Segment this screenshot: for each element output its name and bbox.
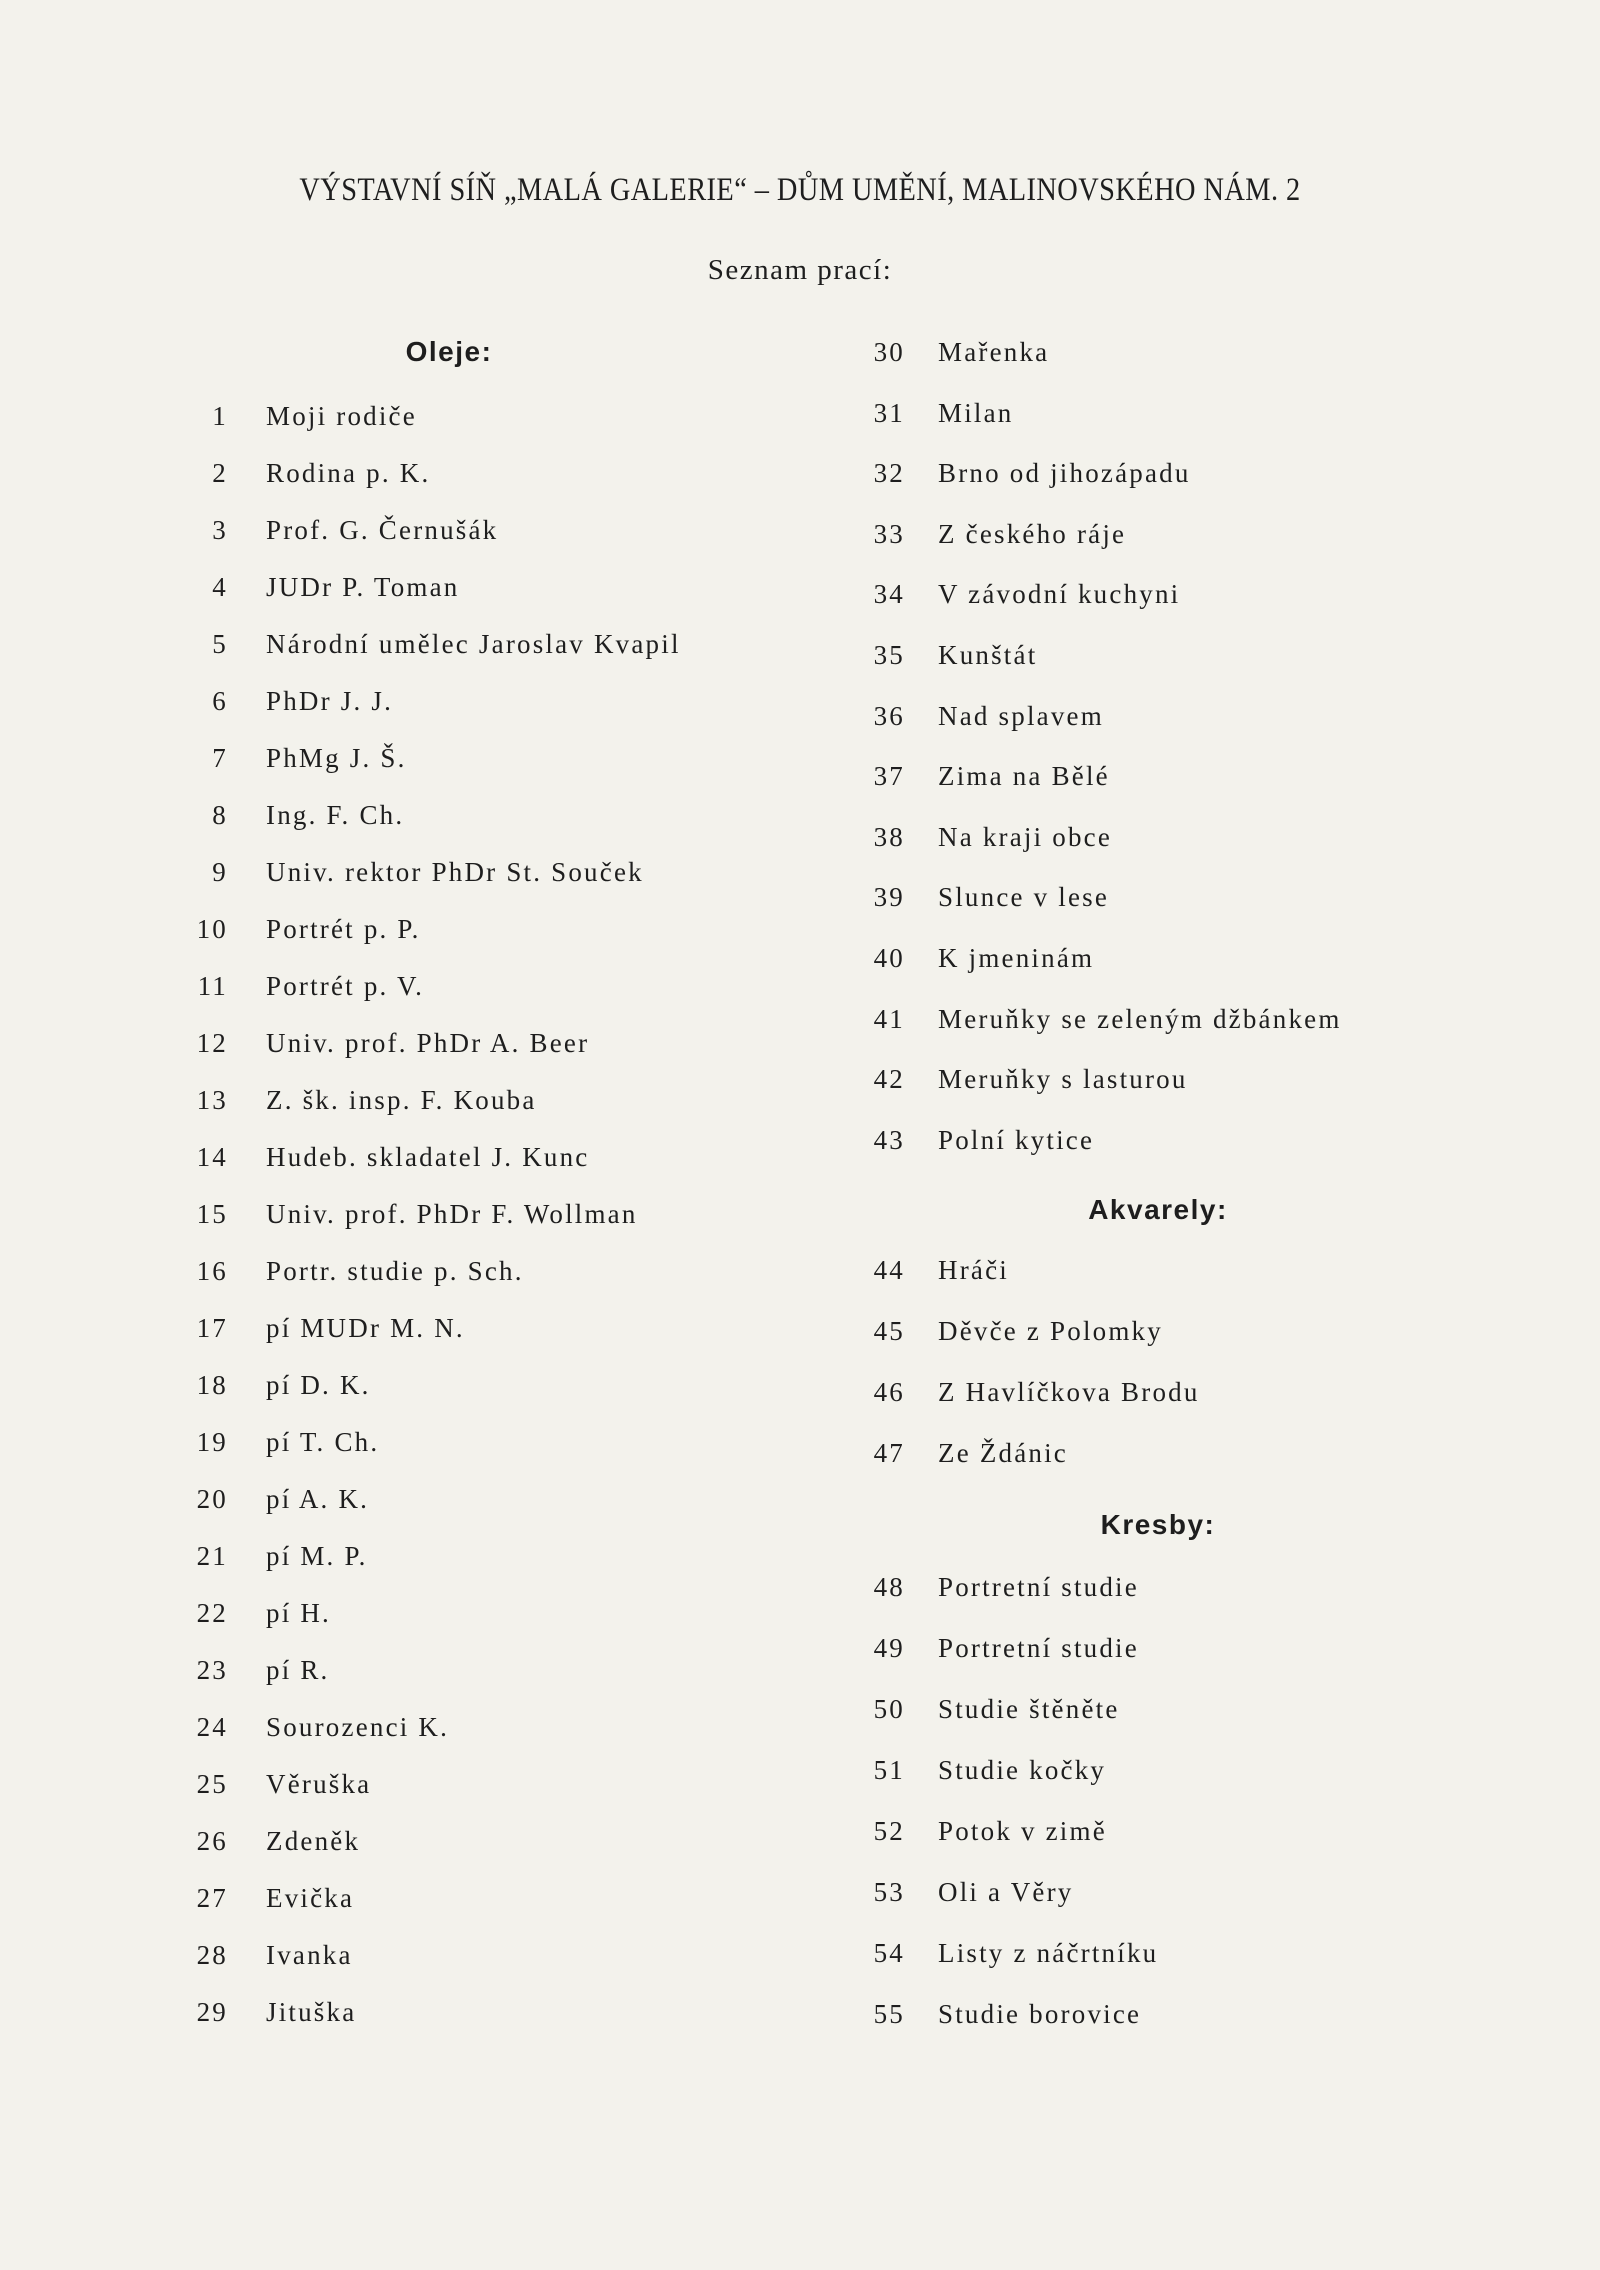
item-number: 15 xyxy=(196,1199,228,1229)
list-item xyxy=(180,1129,681,1186)
item-number: 1 xyxy=(212,401,228,431)
list-item xyxy=(850,564,1342,625)
item-title: Sourozenci K. xyxy=(266,1712,450,1742)
item-title: Potok v zimě xyxy=(938,1816,1107,1846)
list-subtitle: Seznam prací: xyxy=(707,254,893,286)
item-number: 2 xyxy=(212,458,228,488)
item-number: 33 xyxy=(873,518,905,549)
item-number: 21 xyxy=(196,1541,228,1571)
item-number: 20 xyxy=(196,1484,228,1514)
list-item xyxy=(850,1423,1200,1484)
list-item xyxy=(180,1072,681,1129)
item-number: 13 xyxy=(196,1085,228,1115)
list-item xyxy=(850,1362,1200,1423)
item-title: pí D. K. xyxy=(266,1370,371,1400)
list-item xyxy=(850,989,1342,1050)
item-number: 53 xyxy=(873,1877,905,1907)
list-item xyxy=(180,1984,681,2041)
item-number: 38 xyxy=(873,821,905,852)
item-title: Portretní studie xyxy=(938,1633,1139,1663)
list-item xyxy=(850,504,1342,565)
list-item xyxy=(850,1240,1200,1301)
item-title: Mařenka xyxy=(938,337,1050,367)
item-number: 30 xyxy=(873,337,905,367)
item-title: Listy z náčrtníku xyxy=(938,1938,1159,1968)
item-title: Polní kytice xyxy=(938,1124,1095,1155)
akvarely-list xyxy=(850,1240,1200,1484)
list-item xyxy=(180,1243,681,1300)
item-number: 9 xyxy=(212,857,228,887)
item-number: 32 xyxy=(873,458,905,489)
list-item xyxy=(850,1679,1158,1740)
item-title: Slunce v lese xyxy=(938,882,1110,913)
item-title: Univ. prof. PhDr A. Beer xyxy=(266,1028,590,1058)
item-number: 44 xyxy=(873,1255,905,1285)
item-number: 7 xyxy=(212,743,228,773)
item-number: 6 xyxy=(212,686,228,716)
list-item xyxy=(180,1186,681,1243)
item-title: Portretní studie xyxy=(938,1572,1139,1602)
list-item xyxy=(180,445,681,502)
item-title: Studie kočky xyxy=(938,1755,1107,1785)
list-item xyxy=(180,1528,681,1585)
item-title: Ivanka xyxy=(266,1940,353,1970)
item-title: Děvče z Polomky xyxy=(938,1316,1163,1346)
item-title: Ing. F. Ch. xyxy=(266,800,405,830)
item-number: 42 xyxy=(873,1064,905,1095)
item-title: Rodina p. K. xyxy=(266,458,431,488)
item-number: 35 xyxy=(873,639,905,670)
item-number: 31 xyxy=(873,397,905,428)
item-number: 28 xyxy=(196,1940,228,1970)
list-item xyxy=(180,559,681,616)
list-item xyxy=(180,1642,681,1699)
item-number: 23 xyxy=(196,1655,228,1685)
item-number: 45 xyxy=(873,1316,905,1346)
list-item xyxy=(180,1756,681,1813)
item-number: 22 xyxy=(196,1598,228,1628)
oleje-list-left xyxy=(180,388,681,2041)
list-item xyxy=(850,807,1342,868)
item-number: 14 xyxy=(196,1142,228,1172)
item-title: Z Havlíčkova Brodu xyxy=(938,1377,1200,1407)
item-number: 12 xyxy=(196,1028,228,1058)
item-number: 48 xyxy=(873,1572,905,1602)
item-number: 19 xyxy=(196,1427,228,1457)
list-item xyxy=(180,1357,681,1414)
list-item xyxy=(850,1557,1158,1618)
list-item xyxy=(850,443,1342,504)
kresby-list xyxy=(850,1557,1158,2045)
list-item xyxy=(180,1813,681,1870)
item-title: pí A. K. xyxy=(266,1484,370,1514)
item-number: 3 xyxy=(212,515,228,545)
list-item xyxy=(850,1984,1158,2045)
item-title: V závodní kuchyni xyxy=(938,579,1181,610)
list-item xyxy=(850,383,1342,444)
item-title: Zima na Bělé xyxy=(938,761,1110,792)
item-number: 40 xyxy=(873,942,905,973)
item-title: Kunštát xyxy=(938,639,1038,670)
item-title: pí T. Ch. xyxy=(266,1427,380,1457)
section-heading-oleje: Oleje: xyxy=(405,336,493,367)
item-title: Studie borovice xyxy=(938,1999,1142,2029)
item-number: 24 xyxy=(196,1712,228,1742)
section-heading-akvarely: Akvarely: xyxy=(1088,1194,1228,1225)
item-title: PhDr J. J. xyxy=(266,686,394,716)
item-title: Jituška xyxy=(266,1997,357,2027)
oleje-list-right xyxy=(850,322,1342,1170)
item-title: Nad splavem xyxy=(938,700,1104,731)
item-title: Ze Ždánic xyxy=(938,1438,1068,1468)
item-title: Univ. rektor PhDr St. Souček xyxy=(266,857,644,887)
item-title: Na kraji obce xyxy=(938,821,1113,852)
list-item xyxy=(850,867,1342,928)
item-number: 8 xyxy=(212,800,228,830)
item-title: Portrét p. V. xyxy=(266,971,425,1001)
item-title: Moji rodiče xyxy=(266,401,417,431)
item-title: Evička xyxy=(266,1883,355,1913)
list-item xyxy=(850,1049,1342,1110)
item-number: 47 xyxy=(873,1438,905,1468)
list-item xyxy=(850,625,1342,686)
item-title: Hráči xyxy=(938,1255,1009,1285)
item-title: Národní umělec Jaroslav Kvapil xyxy=(266,629,681,659)
item-title: Hudeb. skladatel J. Kunc xyxy=(266,1142,590,1172)
item-number: 49 xyxy=(873,1633,905,1663)
list-item xyxy=(180,1471,681,1528)
item-title: JUDr P. Toman xyxy=(266,572,460,602)
list-item xyxy=(180,1927,681,1984)
item-title: Oli a Věry xyxy=(938,1877,1074,1907)
item-title: Prof. G. Černušák xyxy=(266,515,499,545)
item-title: Meruňky s lasturou xyxy=(938,1064,1188,1095)
list-item xyxy=(850,1801,1158,1862)
item-title: PhMg J. Š. xyxy=(266,743,407,773)
list-item xyxy=(850,1740,1158,1801)
item-title: Portrét p. P. xyxy=(266,914,421,944)
list-item xyxy=(850,686,1342,747)
item-title: pí M. P. xyxy=(266,1541,368,1571)
item-title: Meruňky se zeleným džbánkem xyxy=(938,1003,1342,1034)
list-item xyxy=(850,1618,1158,1679)
item-number: 55 xyxy=(873,1999,905,2029)
item-number: 54 xyxy=(873,1938,905,1968)
list-item xyxy=(850,322,1342,383)
list-item xyxy=(180,787,681,844)
item-number: 43 xyxy=(873,1124,905,1155)
item-number: 4 xyxy=(212,572,228,602)
list-item xyxy=(180,1699,681,1756)
item-number: 52 xyxy=(873,1816,905,1846)
item-title: Zdeněk xyxy=(266,1826,361,1856)
list-item xyxy=(180,1585,681,1642)
item-number: 5 xyxy=(212,629,228,659)
item-number: 18 xyxy=(196,1370,228,1400)
list-item xyxy=(180,1414,681,1471)
item-title: Z. šk. insp. F. Kouba xyxy=(266,1085,537,1115)
list-item xyxy=(180,502,681,559)
item-title: K jmeninám xyxy=(938,942,1095,973)
item-title: pí MUDr M. N. xyxy=(266,1313,465,1343)
item-number: 27 xyxy=(196,1883,228,1913)
item-number: 37 xyxy=(873,761,905,792)
list-item xyxy=(180,673,681,730)
item-number: 36 xyxy=(873,700,905,731)
item-title: Milan xyxy=(938,397,1014,428)
item-number: 41 xyxy=(873,1003,905,1034)
list-item xyxy=(850,928,1342,989)
list-item xyxy=(180,1300,681,1357)
list-item xyxy=(850,1923,1158,1984)
list-item xyxy=(180,730,681,787)
item-title: Brno od jihozápadu xyxy=(938,458,1191,489)
item-number: 46 xyxy=(873,1377,905,1407)
item-title: Studie štěněte xyxy=(938,1694,1120,1724)
list-item xyxy=(850,1862,1158,1923)
item-number: 11 xyxy=(197,971,228,1001)
item-number: 39 xyxy=(873,882,905,913)
section-heading-kresby: Kresby: xyxy=(1100,1509,1216,1540)
item-number: 16 xyxy=(196,1256,228,1286)
list-item xyxy=(180,844,681,901)
item-title: Univ. prof. PhDr F. Wollman xyxy=(266,1199,638,1229)
list-item xyxy=(850,1301,1200,1362)
item-number: 26 xyxy=(196,1826,228,1856)
list-item xyxy=(180,616,681,673)
item-title: Z českého ráje xyxy=(938,518,1127,549)
item-number: 50 xyxy=(873,1694,905,1724)
list-item xyxy=(180,958,681,1015)
item-number: 10 xyxy=(196,914,228,944)
page-title: VÝSTAVNÍ SÍŇ „MALÁ GALERIE“ – DŮM UMĚNÍ, MALINOVSKÉHO NÁM. 2 xyxy=(299,172,1301,208)
item-number: 29 xyxy=(196,1997,228,2027)
item-number: 51 xyxy=(873,1755,905,1785)
item-title: Věruška xyxy=(266,1769,372,1799)
list-item xyxy=(180,1015,681,1072)
list-item xyxy=(850,746,1342,807)
item-title: pí H. xyxy=(266,1598,331,1628)
item-title: Portr. studie p. Sch. xyxy=(266,1256,524,1286)
list-item xyxy=(180,1870,681,1927)
item-number: 17 xyxy=(196,1313,228,1343)
item-title: pí R. xyxy=(266,1655,330,1685)
item-number: 25 xyxy=(196,1769,228,1799)
list-item xyxy=(180,901,681,958)
list-item xyxy=(180,388,681,445)
item-number: 34 xyxy=(873,579,905,610)
list-item xyxy=(850,1110,1342,1171)
